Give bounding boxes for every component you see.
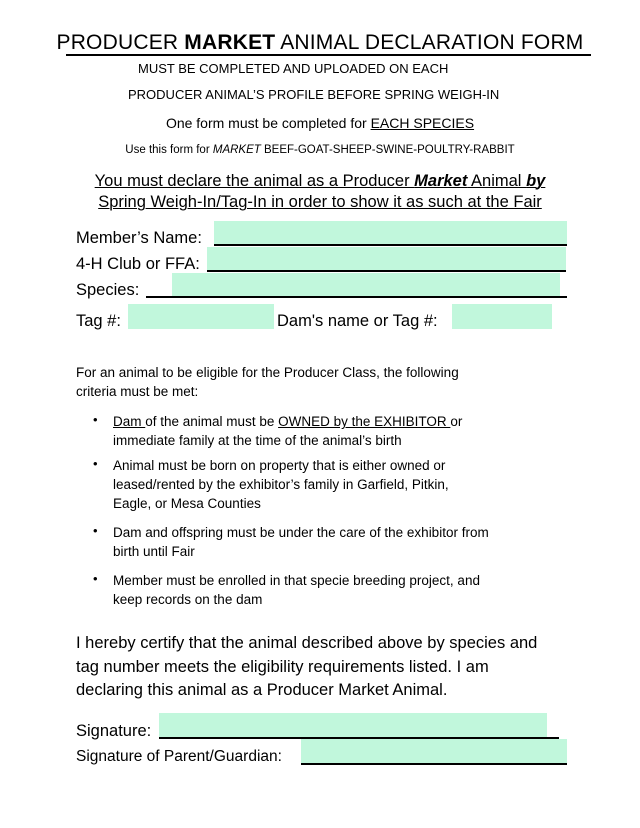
club-label: 4-H Club or FFA: <box>76 255 200 273</box>
criteria-item-4: Member must be enrolled in that specie breeding project, and keep records on the dam <box>113 573 480 607</box>
species-underline <box>146 296 567 298</box>
parent-signature-field[interactable] <box>301 739 567 764</box>
species-label: Species: <box>76 281 140 299</box>
declaration-line-1: You must declare the animal as a Producer Market Animal by <box>94 172 546 190</box>
member-name-label: Member’s Name: <box>76 229 202 247</box>
certification-statement: I hereby certify that the animal described above by species and tag number meets the eligibility requirements listed. I am declaring this animal as a Producer Market Animal. <box>76 634 538 699</box>
declaration-line-2: Spring Weigh-In/Tag-In in order to show it as such at the Fair <box>98 193 542 211</box>
bullet-icon: • <box>93 456 98 471</box>
title-underline <box>66 54 591 56</box>
bullet-icon: • <box>93 571 98 586</box>
criteria-item-3: Dam and offspring must be under the care of the exhibitor from birth until Fair <box>113 525 489 559</box>
tag-field[interactable] <box>128 304 274 329</box>
club-field[interactable] <box>207 247 566 271</box>
signature-label: Signature: <box>76 722 152 740</box>
signature-field[interactable] <box>159 713 547 738</box>
criteria-item-1: Dam of the animal must be OWNED by the EXHIBITOR or immediate family at the time of the animal’s birth <box>113 414 463 448</box>
member-name-field[interactable] <box>214 221 567 245</box>
dam-label: Dam's name or Tag #: <box>277 312 438 330</box>
parent-signature-underline <box>301 763 567 765</box>
criteria-item-2: Animal must be born on property that is either owned or leased/rented by the exhibitor’s family in Garfield, Pitkin, Eagle, or Mesa Counties <box>113 458 449 511</box>
dam-field[interactable] <box>452 304 552 329</box>
use-form-note: Use this form for MARKET BEEF-GOAT-SHEEP-SWINE-POULTRY-RABBIT <box>125 144 515 156</box>
club-underline <box>207 270 566 272</box>
parent-signature-label: Signature of Parent/Guardian: <box>76 748 282 765</box>
bullet-icon: • <box>93 523 98 538</box>
tag-label: Tag #: <box>76 312 121 330</box>
one-form-note: One form must be completed for EACH SPECIES <box>165 115 475 131</box>
subtitle-line-2: PRODUCER ANIMAL’S PROFILE BEFORE SPRING WEIGH-IN <box>128 87 500 102</box>
eligibility-intro: For an animal to be eligible for the Producer Class, the following criteria must be met: <box>76 365 459 399</box>
species-field[interactable] <box>172 273 560 297</box>
form-title: PRODUCER MARKET ANIMAL DECLARATION FORM <box>56 31 584 54</box>
subtitle-line-1: MUST BE COMPLETED AND UPLOADED ON EACH <box>138 61 449 76</box>
member-name-underline <box>214 244 567 246</box>
bullet-icon: • <box>93 412 98 427</box>
